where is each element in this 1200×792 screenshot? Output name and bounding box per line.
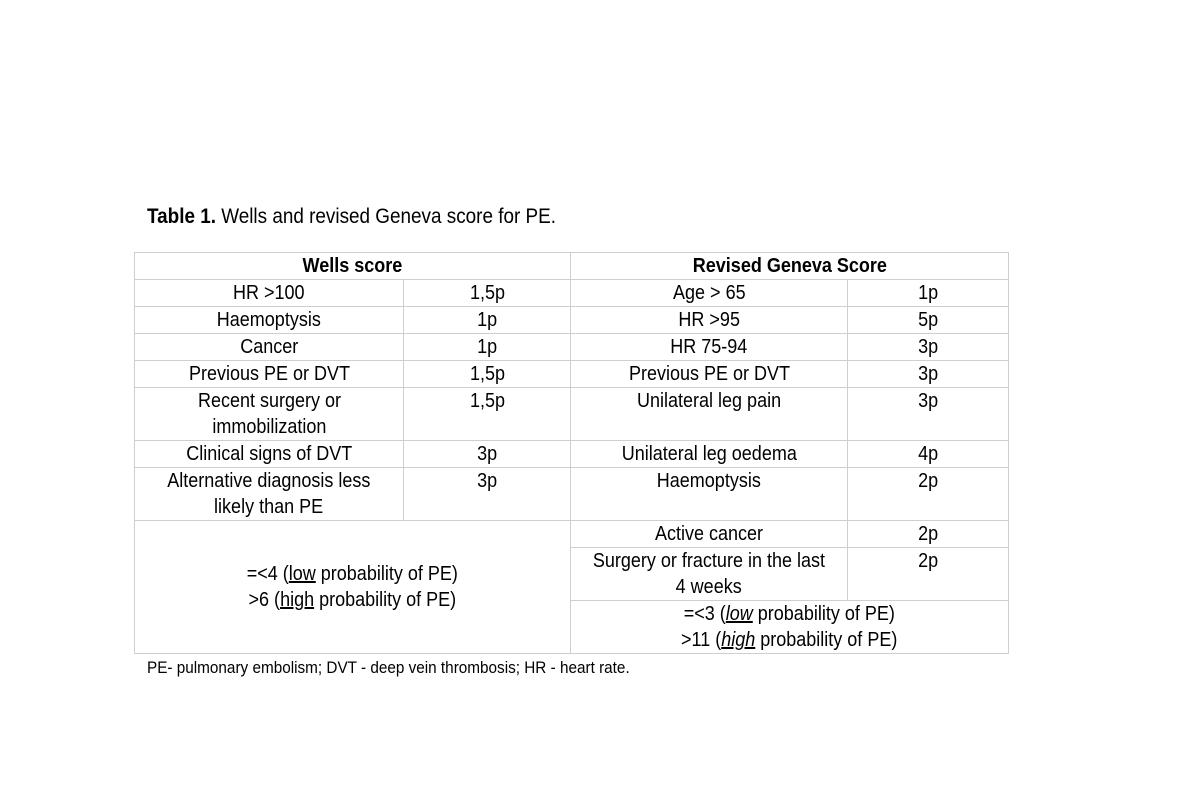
wells-points: 3p [404,441,571,468]
geneva-criterion: Unilateral leg oedema [571,441,848,468]
geneva-criterion: Surgery or fracture in the last 4 weeks [571,548,848,601]
table-footnote: PE- pulmonary embolism; DVT - deep vein thrombosis; HR - heart rate. [147,658,630,677]
wells-criterion: Haemoptysis [135,307,404,334]
wells-points: 1,5p [404,361,571,388]
wells-points: 3p [404,468,571,521]
geneva-points: 3p [848,334,1009,361]
table-row [135,441,1009,468]
table-caption [147,205,556,229]
wells-criterion: Recent surgery or immobilization [135,388,404,441]
wells-criterion: HR >100 [135,280,404,307]
wells-interpretation [135,521,571,654]
table-row [135,388,1009,441]
wells-points: 1p [404,307,571,334]
geneva-points: 4p [848,441,1009,468]
geneva-points: 1p [848,280,1009,307]
geneva-points: 2p [848,468,1009,521]
table-row [135,307,1009,334]
wells-criterion: Alternative diagnosis less likely than PE [135,468,404,521]
wells-header: Wells score [135,253,571,280]
geneva-points: 5p [848,307,1009,334]
geneva-criterion: Active cancer [571,521,848,548]
table-row [135,361,1009,388]
score-table [134,252,1009,654]
geneva-interpretation [571,601,1009,654]
wells-criterion: Previous PE or DVT [135,361,404,388]
wells-criterion: Clinical signs of DVT [135,441,404,468]
wells-low-probability: =<4 (low probability of PE) [246,563,459,585]
geneva-high-probability: >11 (high probability of PE) [681,629,898,651]
wells-points: 1,5p [404,388,571,441]
table-header-row [135,253,1009,280]
table-row [135,468,1009,521]
table-row [135,521,1009,548]
geneva-criterion: Previous PE or DVT [571,361,848,388]
geneva-criterion: Haemoptysis [571,468,848,521]
wells-high-probability: >6 (high probability of PE) [248,589,457,611]
geneva-points: 2p [848,521,1009,548]
geneva-points: 3p [848,388,1009,441]
wells-points: 1,5p [404,280,571,307]
geneva-criterion: HR >95 [571,307,848,334]
geneva-low-probability: =<3 (low probability of PE) [683,603,896,625]
geneva-criterion: HR 75-94 [571,334,848,361]
table-row [135,334,1009,361]
wells-criterion: Cancer [135,334,404,361]
geneva-points: 2p [848,548,1009,601]
geneva-criterion: Age > 65 [571,280,848,307]
table-caption-label: Table 1. [147,205,216,228]
wells-points: 1p [404,334,571,361]
geneva-criterion: Unilateral leg pain [571,388,848,441]
table-row [135,280,1009,307]
geneva-points: 3p [848,361,1009,388]
table-caption-text: Wells and revised Geneva score for PE. [215,205,556,228]
geneva-header: Revised Geneva Score [571,253,1009,280]
